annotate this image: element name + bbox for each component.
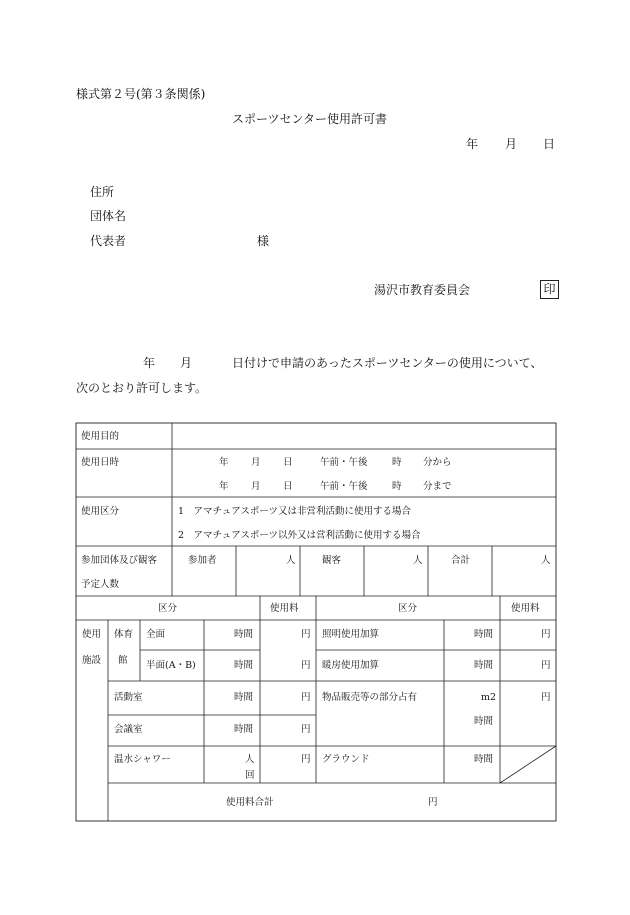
- total-header: 合計: [451, 555, 471, 566]
- facility-label-2: 施設: [82, 655, 102, 666]
- hot-shower-person: 人: [245, 754, 255, 765]
- participants-unit: 人: [286, 555, 296, 566]
- dt-to-hour: 時: [392, 481, 402, 492]
- address-label: 住所: [90, 185, 115, 199]
- participants-header: 参加者: [188, 555, 217, 566]
- kubun-header-right: 区分: [398, 603, 418, 614]
- spectators-header: 観客: [322, 555, 342, 566]
- participants-label-1: 参加団体及び観客: [81, 555, 158, 566]
- dt-from-month: 月: [251, 457, 261, 468]
- dt-to-month: 月: [251, 481, 261, 492]
- gym-label-2: 館: [118, 655, 128, 666]
- purpose-label: 使用目的: [81, 431, 120, 442]
- ground-label: グラウンド: [322, 754, 370, 765]
- lighting-hours: 時間: [474, 629, 494, 640]
- representative-label: 代表者: [90, 234, 127, 248]
- date-month: 月: [505, 137, 518, 151]
- sales-yen: 円: [541, 692, 551, 703]
- body-year: 年: [143, 356, 156, 370]
- heating-label: 暖房使用加算: [322, 660, 380, 671]
- dt-from-day: 日: [283, 457, 293, 468]
- hot-shower-times: 回: [245, 770, 255, 781]
- fee-total-label: 使用料合計: [226, 797, 274, 808]
- sales-hours: 時間: [474, 716, 494, 727]
- document-title: スポーツセンター使用許可書: [232, 112, 388, 126]
- seal-mark: 印: [540, 280, 559, 299]
- category-option-2: 2 アマチュアスポーツ以外又は営利活動に使用する場合: [178, 530, 421, 541]
- half-court-hours: 時間: [234, 660, 254, 671]
- heating-hours: 時間: [474, 660, 494, 671]
- meeting-room-label: 会議室: [114, 724, 143, 735]
- category-option-1: 1 アマチュアスポーツ又は非営利活動に使用する場合: [178, 506, 411, 517]
- body-month: 月: [180, 356, 193, 370]
- form-number: 様式第２号(第３条関係): [76, 87, 206, 101]
- activity-room-yen: 円: [301, 692, 311, 703]
- dt-from-year: 年: [219, 457, 229, 468]
- full-court-yen: 円: [301, 629, 311, 640]
- dt-from-minute: 分から: [423, 457, 452, 468]
- hot-shower-yen: 円: [301, 754, 311, 765]
- lighting-yen: 円: [541, 629, 551, 640]
- group-name-label: 団体名: [90, 209, 127, 223]
- body-line-2: 次のとおり許可します。: [76, 381, 208, 395]
- category-label: 使用区分: [81, 506, 120, 517]
- meeting-room-yen: 円: [301, 724, 311, 735]
- half-court-label: 半面(A・B): [146, 660, 196, 671]
- heating-yen: 円: [541, 660, 551, 671]
- body-line-1: 日付けで申請のあったスポーツセンターの使用について、: [232, 356, 543, 370]
- half-court-yen: 円: [301, 660, 311, 671]
- spectators-unit: 人: [413, 555, 423, 566]
- lighting-label: 照明使用加算: [322, 629, 380, 640]
- sales-label: 物品販売等の部分占有: [322, 692, 418, 703]
- activity-room-hours: 時間: [234, 692, 254, 703]
- ground-hours: 時間: [474, 754, 494, 765]
- total-unit: 人: [541, 555, 551, 566]
- fee-header-right: 使用料: [511, 603, 540, 614]
- gym-label-1: 体育: [114, 629, 134, 640]
- datetime-label: 使用日時: [81, 457, 120, 468]
- hot-shower-label: 温水シャワー: [114, 754, 171, 765]
- dt-to-minute: 分まで: [423, 481, 452, 492]
- honorific: 様: [257, 234, 270, 248]
- kubun-header-left: 区分: [158, 603, 178, 614]
- participants-label-2: 予定人数: [81, 579, 120, 590]
- dt-to-ampm: 午前・午後: [320, 481, 368, 492]
- sales-m2: m2: [481, 692, 497, 703]
- dt-to-year: 年: [219, 481, 229, 492]
- facility-label-1: 使用: [82, 629, 102, 640]
- dt-to-day: 日: [283, 481, 293, 492]
- full-court-label: 全面: [146, 629, 166, 640]
- dt-from-ampm: 午前・午後: [320, 457, 368, 468]
- fee-header-left: 使用料: [270, 603, 299, 614]
- activity-room-label: 活動室: [114, 692, 143, 703]
- full-court-hours: 時間: [234, 629, 254, 640]
- meeting-room-hours: 時間: [234, 724, 254, 735]
- issuer-name: 湯沢市教育委員会: [374, 283, 471, 297]
- date-day: 日: [543, 137, 556, 151]
- dt-from-hour: 時: [392, 457, 402, 468]
- fee-total-yen: 円: [428, 797, 438, 808]
- date-year: 年: [466, 137, 479, 151]
